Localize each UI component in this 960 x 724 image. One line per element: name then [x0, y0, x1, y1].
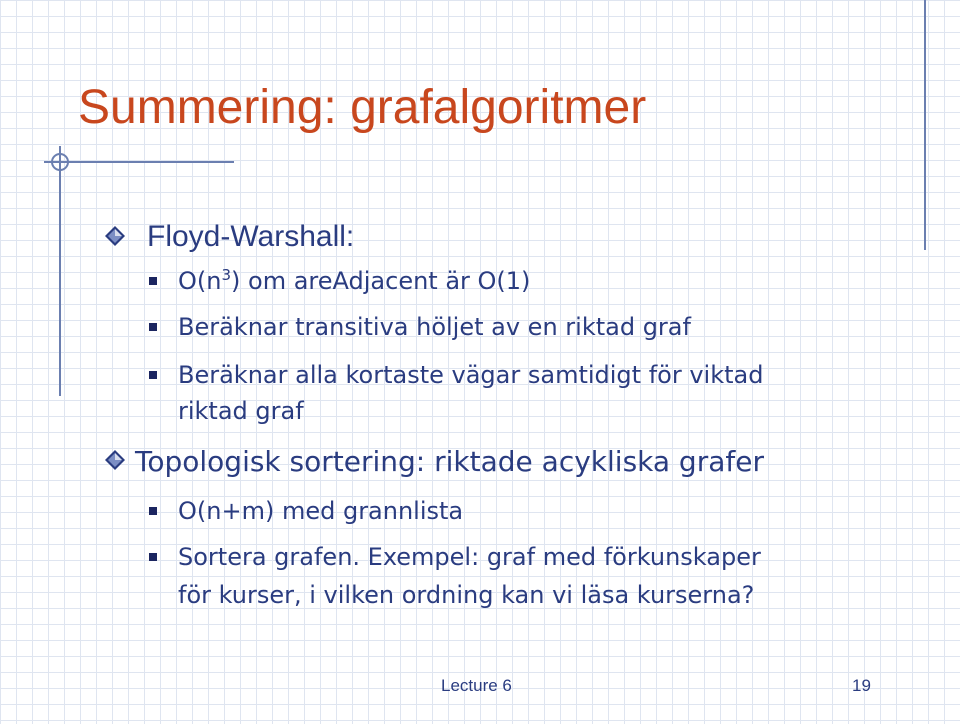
- list-item: [178, 542, 761, 572]
- list-item-continuation: [178, 580, 754, 610]
- item-text-sup: 3: [221, 266, 232, 284]
- square-bullet-icon: [149, 507, 157, 515]
- square-bullet-icon: [149, 277, 157, 285]
- item-text-post: ) om areAdjacent är O(1): [231, 267, 531, 295]
- item-text-line-2: för kurser, i vilken ordning kan vi läsa kurserna?: [178, 581, 755, 609]
- footer-lecture: Lecture 6: [441, 676, 512, 695]
- item-text: O(n+m) med grannlista: [178, 497, 464, 525]
- slide-title: Summering: grafalgoritmer: [78, 81, 647, 134]
- item-text: Beräknar transitiva höljet av en riktad graf: [178, 313, 691, 341]
- list-item-continuation: [178, 396, 304, 426]
- diamond-bullet-icon: [104, 225, 126, 247]
- section-heading-text: Topologisk sortering: riktade acykliska grafer: [135, 445, 764, 478]
- list-item: [178, 266, 530, 296]
- item-text-pre: O(n: [178, 267, 222, 295]
- item-text-line-1: Beräknar alla kortaste vägar samtidigt för viktad: [178, 361, 764, 389]
- square-bullet-icon: [149, 371, 157, 379]
- footer-page-number: 19: [852, 676, 871, 695]
- list-item: [178, 496, 463, 526]
- square-bullet-icon: [149, 553, 157, 561]
- square-bullet-icon: [149, 323, 157, 331]
- section-heading-text: Floyd-Warshall:: [147, 220, 355, 253]
- item-text-line-1: Sortera grafen. Exempel: graf med förkunskaper: [178, 543, 761, 571]
- diamond-bullet-icon: [104, 449, 126, 471]
- list-item: [178, 360, 763, 390]
- right-accent-line: [924, 0, 926, 250]
- item-text-line-2: riktad graf: [178, 397, 304, 425]
- list-item: [178, 312, 691, 342]
